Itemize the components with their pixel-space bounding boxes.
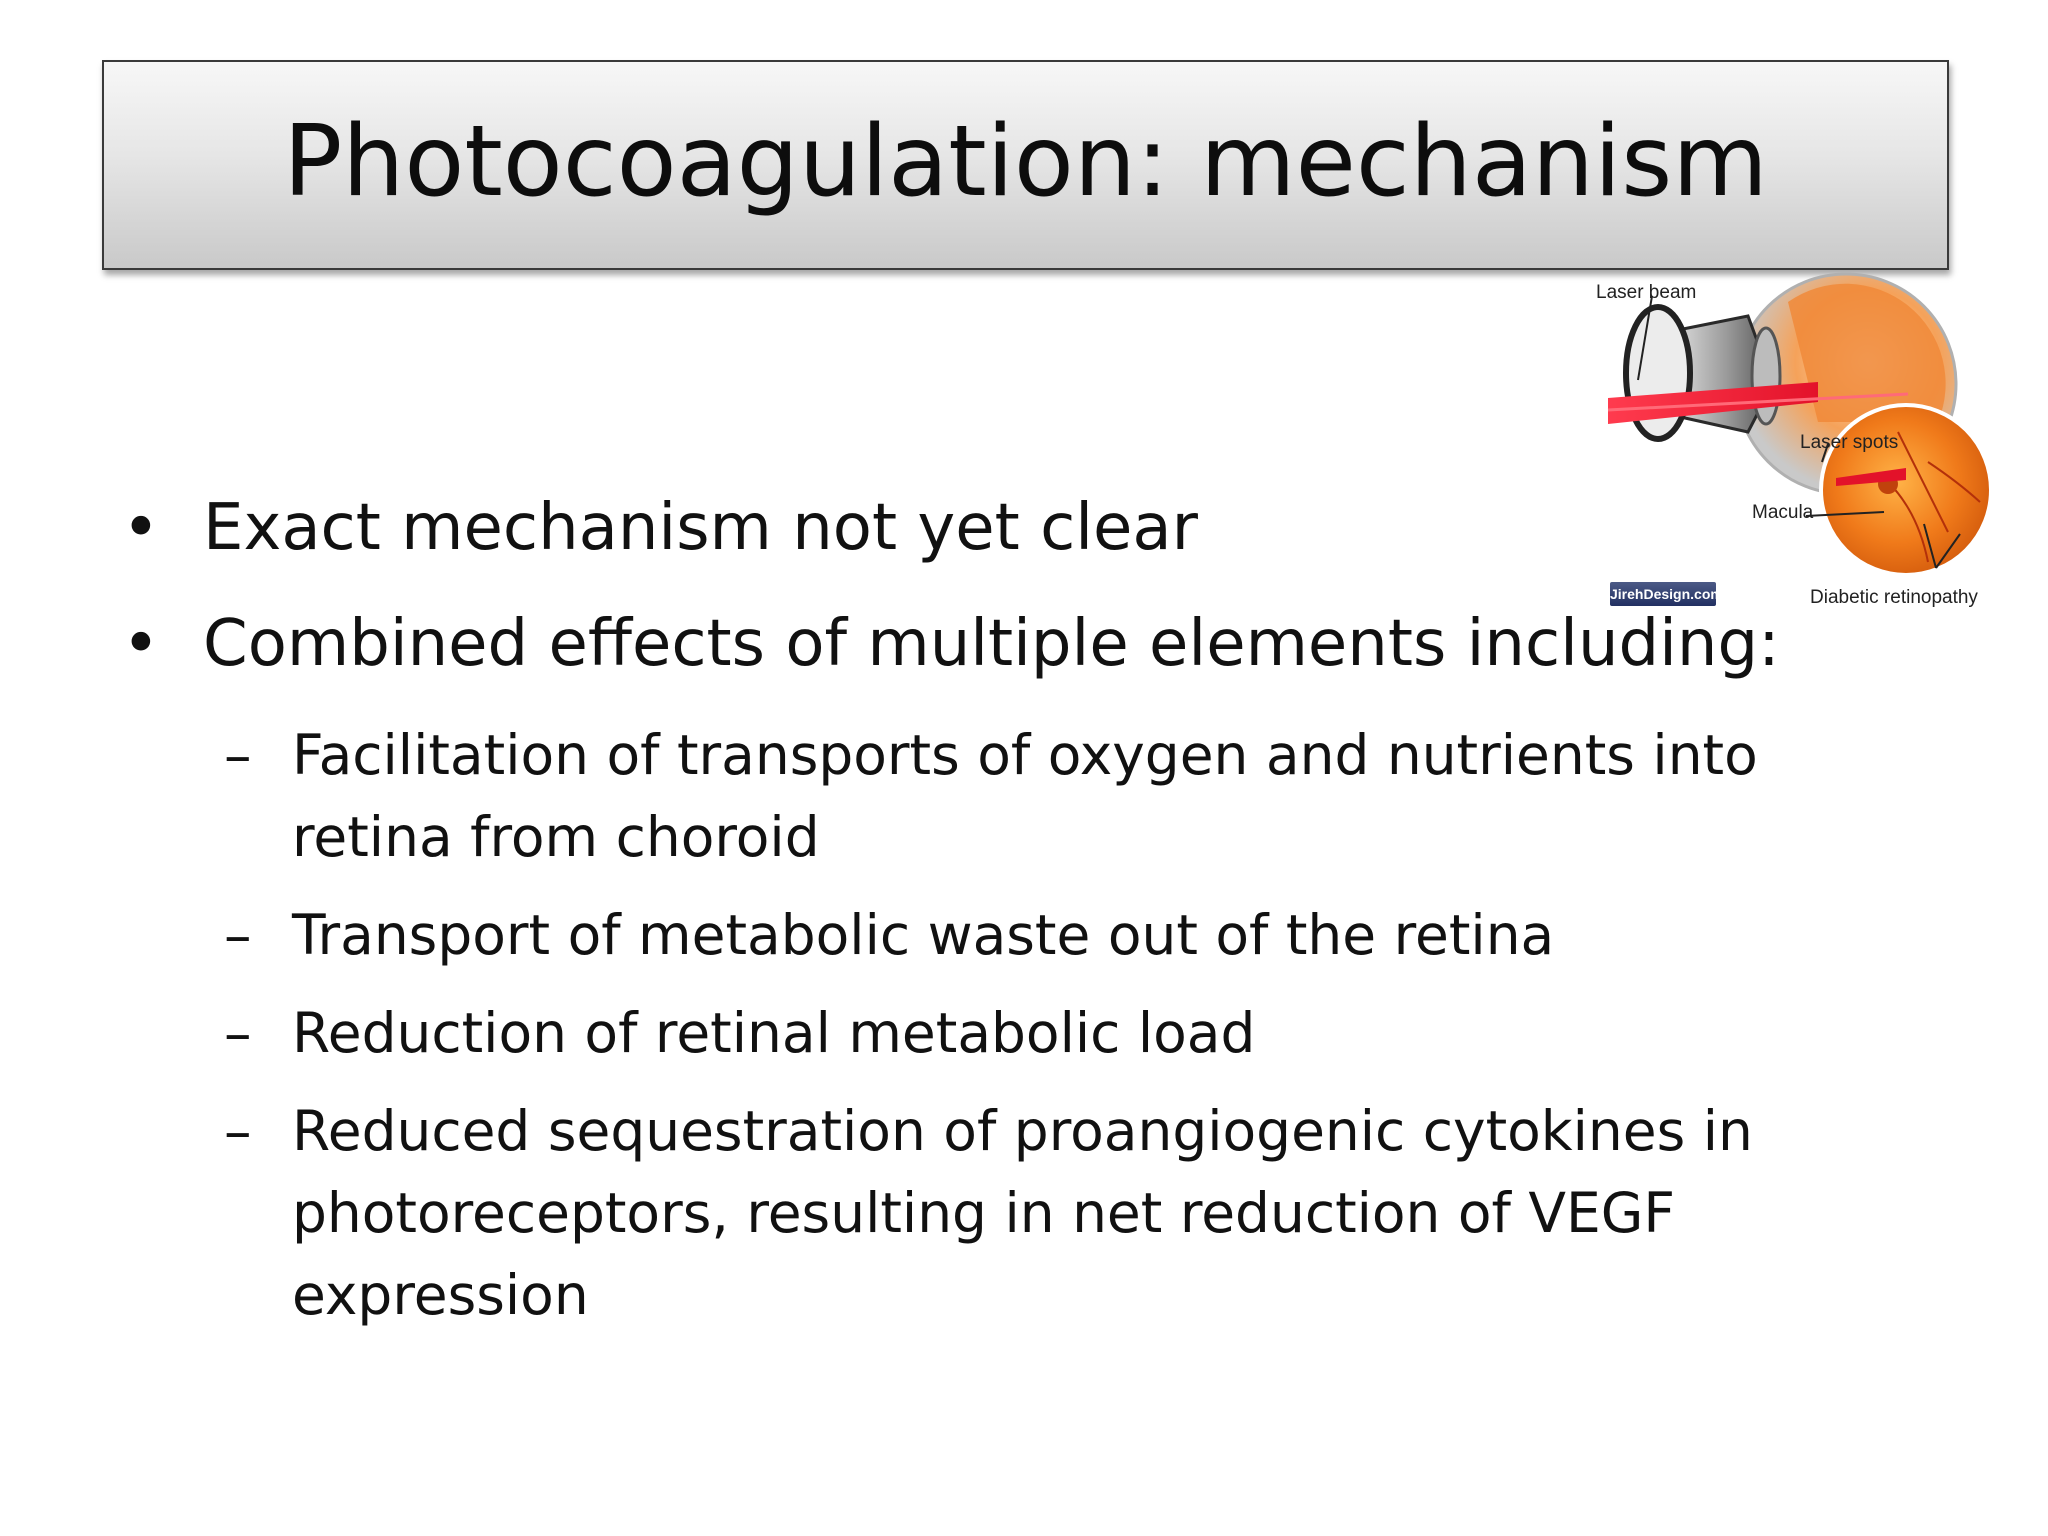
sub-bullet-text: Facilitation of transports of oxygen and nutrients into retina from choroid [292,723,1758,869]
bullet-list [118,488,1798,1352]
bullet-mark: • [122,491,160,565]
lens-inner [1752,328,1780,424]
label-macula: Macula [1752,502,1814,523]
label-laser-beam: Laser beam [1596,282,1697,303]
sub-bullet-item [118,894,1798,976]
bullet-item [118,488,1798,568]
sub-bullet-item [118,992,1798,1074]
sub-bullet-mark: – [224,1099,252,1163]
brand-badge: JirehDesign.com [1610,582,1716,606]
bullet-mark: • [122,607,160,681]
sub-bullet-mark: – [224,723,252,787]
label-laser-spots: Laser spots [1800,432,1899,453]
sub-bullet-item [118,1090,1798,1336]
title-bar [102,60,1949,270]
sub-bullet-item [118,714,1798,878]
bullet-text: Exact mechanism not yet clear [203,491,1198,565]
sub-bullet-text: Reduced sequestration of proangiogenic cytokines in photoreceptors, resulting in net reduction of VEGF expression [292,1099,1753,1327]
label-diabetic-retinopathy: Diabetic retinopathy [1810,587,1978,608]
bullet-item [118,604,1798,684]
sub-bullet-text: Reduction of retinal metabolic load [292,1001,1256,1065]
sub-bullet-mark: – [224,1001,252,1065]
sub-bullet-text: Transport of metabolic waste out of the retina [292,903,1555,967]
slide-title: Photocoagulation: mechanism [283,105,1768,219]
sub-bullet-mark: – [224,903,252,967]
sub-bullet-list [118,714,1798,1336]
bullet-text: Combined effects of multiple elements including: [203,607,1780,681]
